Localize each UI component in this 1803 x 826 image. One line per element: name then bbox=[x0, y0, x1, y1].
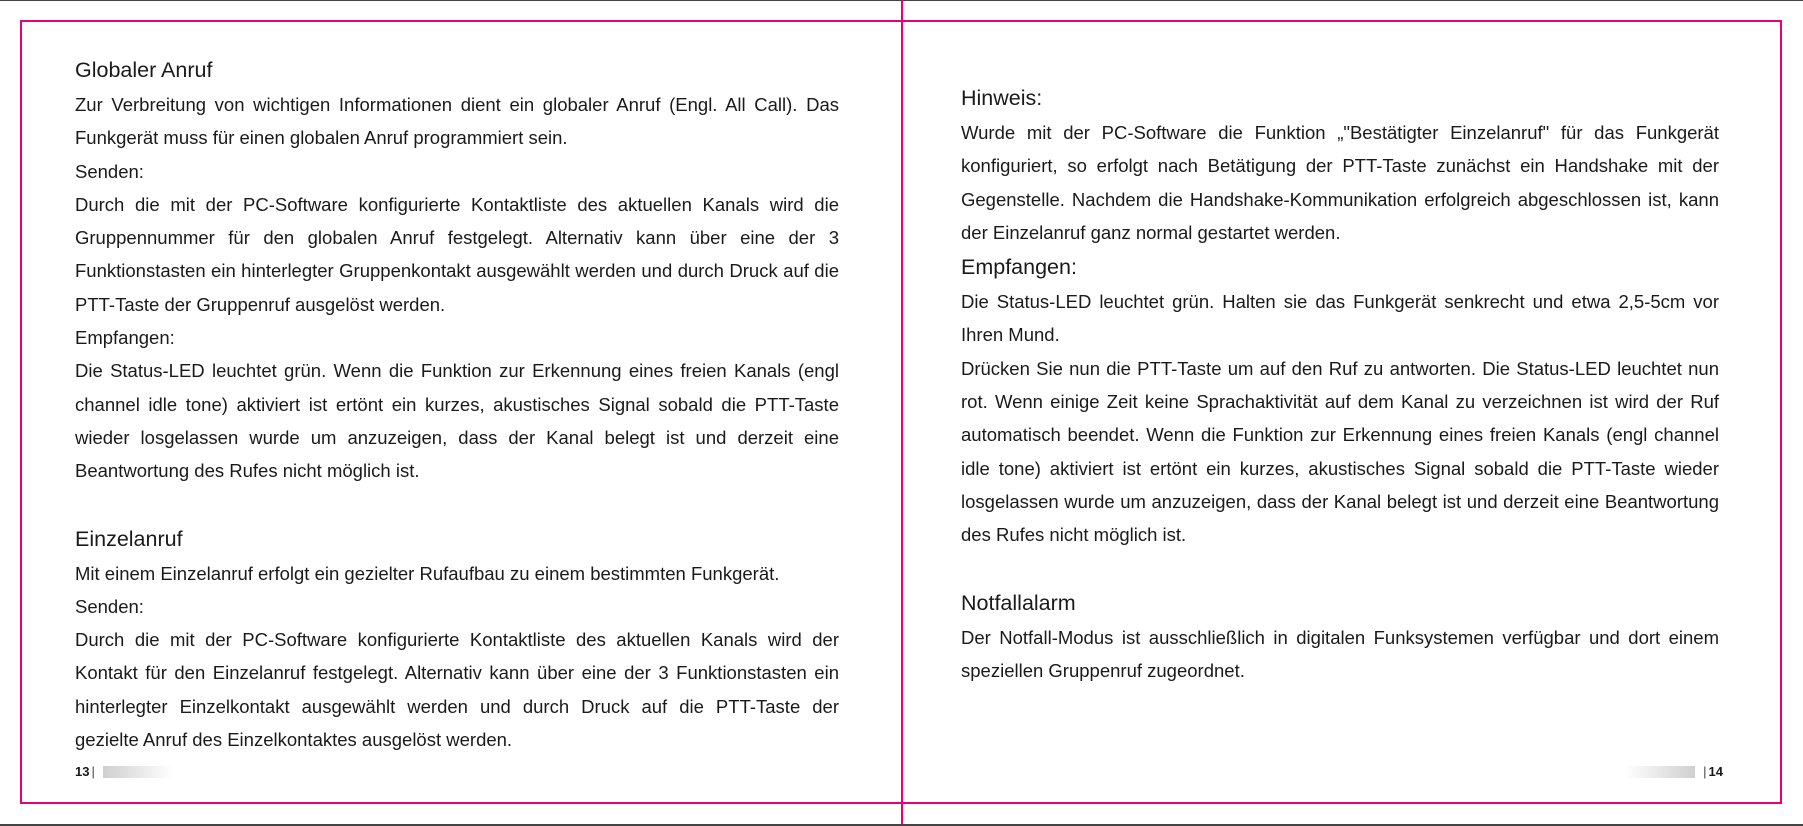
heading-global-call: Globaler Anruf bbox=[75, 58, 213, 82]
heading-note: Hinweis: bbox=[961, 86, 1043, 110]
global-call-receive-label: Empfangen: bbox=[75, 327, 175, 349]
section-gap bbox=[961, 552, 1719, 585]
page-number-separator: | bbox=[1703, 764, 1707, 779]
emergency-alarm-text: Der Notfall-Modus ist ausschließlich in digitalen Funksystemen verfügbar und dort einem speziellen Gruppenruf zugeordnet. bbox=[961, 626, 1719, 681]
receive-text-1: Die Status-LED leuchtet grün. Halten sie das Funkgerät senkrecht und etwa 2,5-5cm vor Ihren Mund. bbox=[961, 291, 1719, 346]
global-call-intro: Zur Verbreitung von wichtigen Informationen dient ein globaler Anruf (Engl. All Call). Das Funkgerät muss für einen globalen Anruf programmiert sein. bbox=[75, 94, 839, 149]
individual-call-send-label: Senden: bbox=[75, 595, 144, 617]
heading-emergency-alarm: Notfallalarm bbox=[961, 590, 1076, 615]
section-gap bbox=[75, 488, 839, 521]
right-page bbox=[961, 80, 1719, 687]
left-page bbox=[75, 52, 839, 756]
global-call-receive-text: Die Status-LED leuchtet grün. Wenn die Funktion zur Erkennung eines freien Kanals (engl channel idle tone) aktiviert ist ertönt ein kurzes, akustisches Signal sobald die PTT-Taste wieder losgelassen wurde um anzuzeigen, dass der Kanal belegt ist und derzeit eine Beantwortung des Rufes nicht möglich ist. bbox=[75, 360, 839, 482]
right-page-footer bbox=[1625, 764, 1723, 779]
footer-gradient-bar bbox=[1625, 766, 1695, 778]
page-number-separator: | bbox=[91, 764, 95, 779]
footer-gradient-bar bbox=[103, 766, 173, 778]
receive-text-2: Drücken Sie nun die PTT-Taste um auf den Ruf zu antworten. Die Status-LED leuchtet nun rot. Wenn einige Zeit keine Sprachaktivität auf dem Kanal zu verzeichnen ist wird der Ruf automatisch beendet. Wenn die Funktion zur Erkennung eines freien Kanals (engl channel idle tone) aktiviert ist ertönt ein kurzes, akustisches Signal sobald die PTT-Taste wieder losgelassen wurde um anzuzeigen, dass der Kanal belegt ist und derzeit eine Beantwortung des Rufes nicht möglich ist. bbox=[961, 357, 1719, 546]
individual-call-send-text: Durch die mit der PC-Software konfigurierte Kontaktliste des aktuellen Kanals wird der Kontakt für den Einzelanruf festgelegt. Alternativ kann über eine der 3 Funktionstasten ein hinterlegter Einzelkontakt ausgewählt werden und durch Druck auf die PTT-Taste der gezielte Anruf des Einzelkontaktes ausgelöst werden. bbox=[75, 629, 839, 751]
individual-call-intro: Mit einem Einzelanruf erfolgt ein gezielter Rufaufbau zu einem bestimmten Funkgerät. bbox=[75, 562, 780, 584]
heading-receive: Empfangen: bbox=[961, 255, 1077, 280]
global-call-send-label: Senden: bbox=[75, 160, 144, 182]
global-call-send-text: Durch die mit der PC-Software konfigurierte Kontaktliste des aktuellen Kanals wird die Gruppennummer für den globalen Anruf festgelegt. Alternativ kann über eine der 3 Funktionstasten ein hinterlegter Gruppenkontakt ausgewählt werden und durch Druck auf die PTT-Taste der Gruppenruf ausgelöst werden. bbox=[75, 193, 839, 315]
spread-divider bbox=[901, 0, 903, 826]
left-page-footer bbox=[75, 764, 173, 779]
heading-individual-call: Einzelanruf bbox=[75, 526, 183, 551]
page-number-right: 14 bbox=[1708, 764, 1723, 779]
page-number-left: 13 bbox=[75, 764, 90, 779]
note-text: Wurde mit der PC-Software die Funktion „"Bestätigter Einzelanruf" für das Funkgerät konfiguriert, so erfolgt nach Betätigung der PTT-Taste zunächst ein Handshake mit der Gegenstelle. Nachdem die Handshake-Kommunikation erfolgreich abgeschlossen ist, kann der Einzelanruf ganz normal gestartet werden. bbox=[961, 122, 1719, 243]
